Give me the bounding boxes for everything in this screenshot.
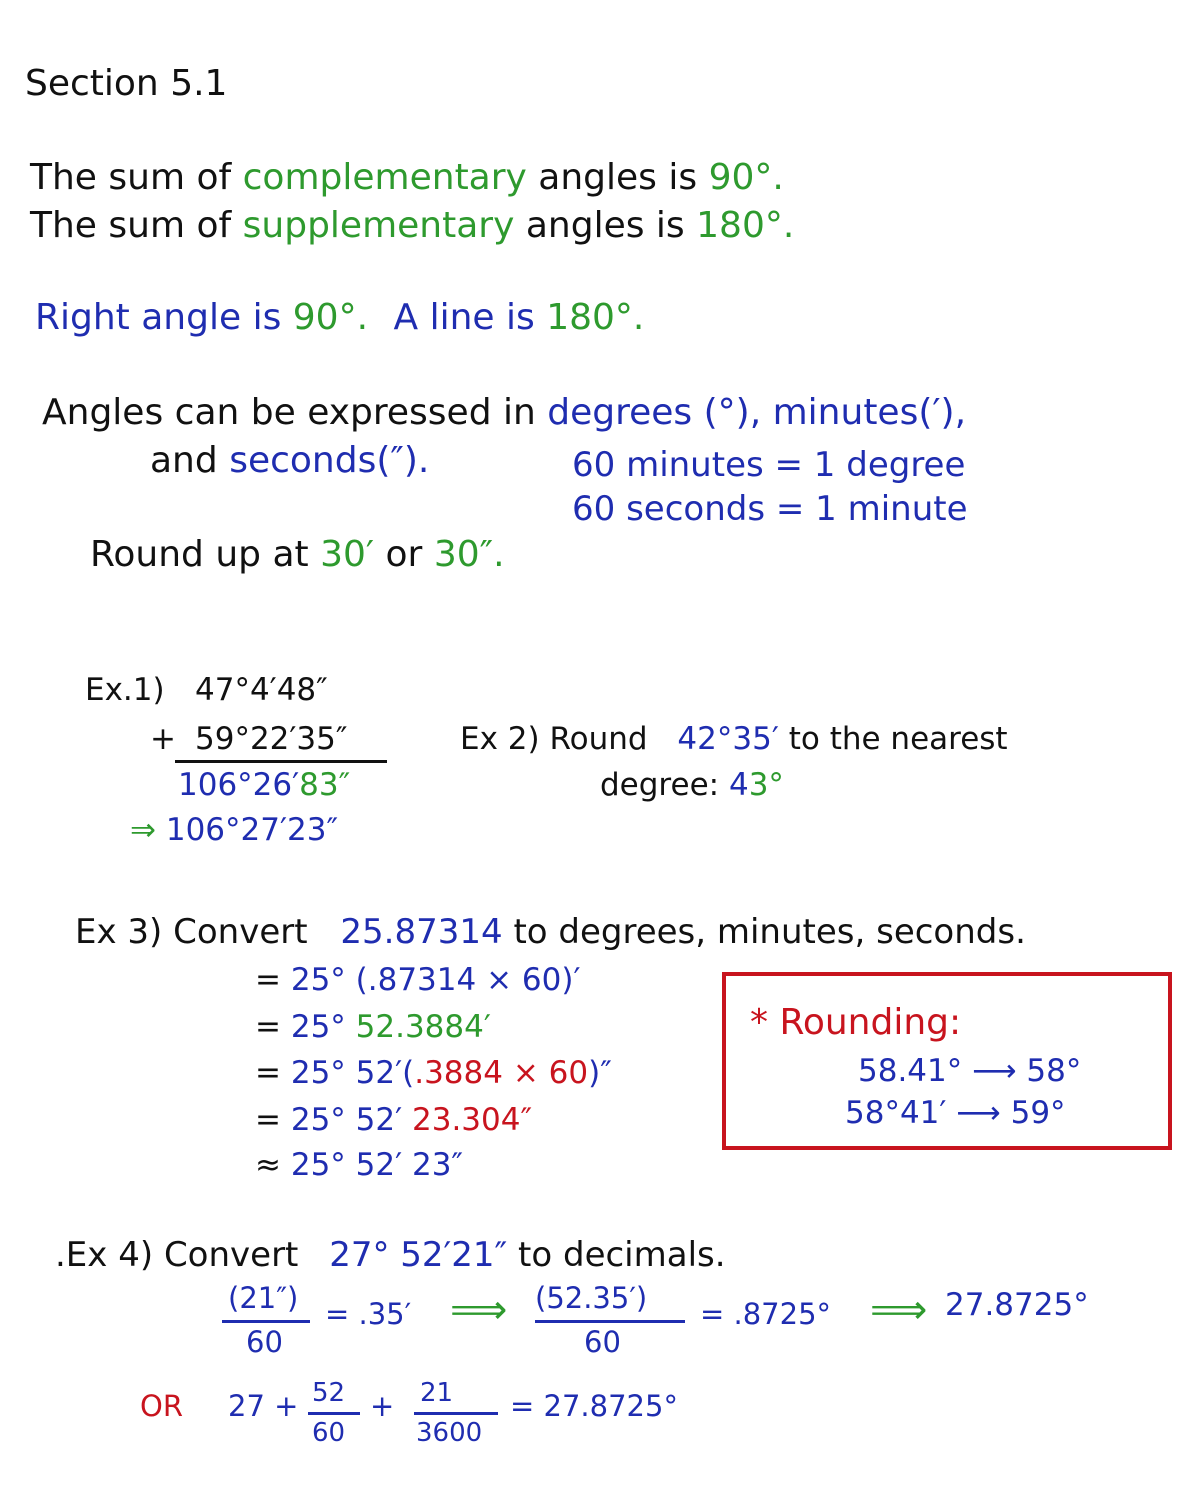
ex4-alt-result: = 27.8725° <box>510 1389 678 1423</box>
ex4-frac1-num: (21″) <box>228 1281 299 1315</box>
round-rule-text: Round up at <box>90 534 309 575</box>
supplementary-mid: angles is <box>525 205 685 246</box>
ex3-step-5-result: 25° 52′ 23″ <box>290 1147 464 1183</box>
ex4-convert: Convert <box>163 1235 299 1275</box>
ex4-alt-bar2 <box>414 1412 498 1415</box>
ex1-result-deg-min: 106°26′ <box>178 767 300 803</box>
supplementary-value: 180°. <box>696 205 795 246</box>
ex1-result-seconds: 83″ <box>299 767 351 803</box>
ex3-step-3-deg-min: 25° 52′( <box>290 1055 415 1091</box>
ex4-rest: to decimals. <box>518 1235 726 1275</box>
ex3-step-4-deg-min: 25° 52′ <box>290 1102 403 1138</box>
ex2-angle: 42°35′ <box>677 721 779 757</box>
complementary-value: 90°. <box>708 157 784 198</box>
ex3-step-1-eq: = <box>255 962 281 998</box>
ex3-step-4-eq: = <box>255 1102 281 1138</box>
ex1-add-angle: 59°22′35″ <box>195 721 348 757</box>
right-angle-value: 90°. <box>292 297 369 338</box>
ex3-step-3-eq: = <box>255 1055 281 1091</box>
ex1-implies-icon: ⇒ <box>130 812 156 848</box>
ex2-round: Round <box>549 721 648 757</box>
ex3-rest: to degrees, minutes, seconds. <box>513 912 1026 952</box>
ex4-alt-den1: 60 <box>312 1418 346 1448</box>
ex4-frac1-result: = .35′ <box>325 1297 412 1331</box>
ex2-answer-tens: 4 <box>728 767 749 803</box>
ex4-frac1-den: 60 <box>246 1325 283 1359</box>
ex4-frac2-bar <box>535 1320 685 1323</box>
units-line-1 <box>42 392 967 433</box>
units-line-2 <box>150 440 430 481</box>
right-angle-text: Right angle is <box>35 297 282 338</box>
ex3-step-3 <box>255 1055 612 1091</box>
ex1-top-angle: 47°4′48″ <box>195 672 328 708</box>
ex2-label: Ex 2) <box>460 721 540 757</box>
units-seconds: seconds(″). <box>229 440 430 481</box>
rounding-example-1-from: 58.41° <box>858 1053 963 1089</box>
round-rule-or: or <box>385 534 423 575</box>
ex4-frac1-bar <box>222 1320 310 1323</box>
ex3-step-3-calc: .3884 × 60 <box>414 1055 589 1091</box>
minutes-per-degree: 60 minutes = 1 degree <box>572 445 966 485</box>
line-value: 180°. <box>546 297 645 338</box>
rounding-example-1 <box>858 1053 1082 1089</box>
units-lead: Angles can be expressed in <box>42 392 536 433</box>
complementary-line <box>30 157 784 198</box>
ex4-or: OR <box>140 1389 183 1423</box>
ex4-alt-num1: 52 <box>312 1378 346 1408</box>
ex4-alt-plus: + <box>370 1389 395 1423</box>
section-title: Section 5.1 <box>25 63 228 104</box>
ex1-final-value: 106°27′23″ <box>165 812 339 848</box>
ex3-step-2 <box>255 1009 491 1045</box>
complementary-prefix: The sum of <box>30 157 232 198</box>
round-rule-minutes: 30′ <box>320 534 375 575</box>
rounding-title: * Rounding: <box>750 1002 962 1043</box>
ex4-alt-num2: 21 <box>420 1378 454 1408</box>
units-minutes: minutes(′), <box>772 392 967 433</box>
ex3-step-2-eq: = <box>255 1009 281 1045</box>
ex3-convert: Convert <box>173 912 308 952</box>
seconds-per-minute: 60 seconds = 1 minute <box>572 489 968 529</box>
ex3-label: Ex 3) <box>75 912 163 952</box>
ex4-label: .Ex 4) <box>55 1235 154 1275</box>
rounding-example-1-to: 58° <box>1026 1053 1082 1089</box>
ex1-sum-line <box>175 760 387 763</box>
ex3-step-1-calc: (.87314 × 60)′ <box>355 962 581 998</box>
ex3-step-1-deg: 25° <box>290 962 346 998</box>
ex3-step-4-seconds: 23.304″ <box>412 1102 533 1138</box>
ex3-step-2-deg: 25° <box>290 1009 346 1045</box>
rounding-arrow-icon: ⟶ <box>956 1095 1001 1131</box>
ex4-alt-bar1 <box>308 1412 360 1415</box>
complementary-word: complementary <box>242 157 527 198</box>
ex2-line-1 <box>460 721 1008 757</box>
rounding-arrow-icon: ⟶ <box>972 1053 1017 1089</box>
ex4-frac2-num: (52.35′) <box>535 1281 648 1315</box>
rounding-example-2-from: 58°41′ <box>845 1095 947 1131</box>
complementary-mid: angles is <box>538 157 698 198</box>
ex3-step-4 <box>255 1102 533 1138</box>
ex1-result <box>178 767 351 803</box>
ex3-step-5 <box>255 1147 464 1183</box>
ex3-step-3-close: )″ <box>588 1055 612 1091</box>
ex4-implies-icon-2: ⟹ <box>870 1287 928 1333</box>
line-text: A line is <box>393 297 535 338</box>
ex2-nearest: to the nearest <box>788 721 1008 757</box>
ex2-answer-ones: 3° <box>748 767 784 803</box>
ex4-line <box>55 1235 726 1275</box>
ex3-step-2-min: 52.3884′ <box>355 1009 491 1045</box>
supplementary-prefix: The sum of <box>30 205 232 246</box>
ex2-degree: degree: <box>600 767 720 803</box>
round-rule-seconds: 30″. <box>433 534 505 575</box>
units-and: and <box>150 440 218 481</box>
ex3-step-5-eq: ≈ <box>255 1147 281 1183</box>
ex1-plus: + <box>150 721 176 757</box>
right-angle-line <box>35 297 645 338</box>
ex4-alt-start: 27 + <box>228 1389 299 1423</box>
ex3-line <box>75 912 1026 952</box>
ex4-frac2-result: = .8725° <box>700 1297 832 1331</box>
supplementary-line <box>30 205 795 246</box>
ex4-value: 27° 52′21″ <box>329 1235 508 1275</box>
ex4-alt-den2: 3600 <box>416 1418 483 1448</box>
ex1-final <box>130 812 339 848</box>
ex4-final: 27.8725° <box>945 1287 1089 1323</box>
ex3-step-1 <box>255 962 581 998</box>
ex4-frac2-den: 60 <box>584 1325 621 1359</box>
rounding-example-2 <box>845 1095 1066 1131</box>
supplementary-word: supplementary <box>242 205 515 246</box>
round-rule <box>90 534 505 575</box>
rounding-example-2-to: 59° <box>1010 1095 1066 1131</box>
ex4-implies-icon-1: ⟹ <box>450 1287 508 1333</box>
ex2-line-2 <box>600 767 784 803</box>
ex1-label: Ex.1) <box>85 672 165 708</box>
ex3-value: 25.87314 <box>340 912 503 952</box>
units-degrees: degrees (°), <box>547 392 762 433</box>
